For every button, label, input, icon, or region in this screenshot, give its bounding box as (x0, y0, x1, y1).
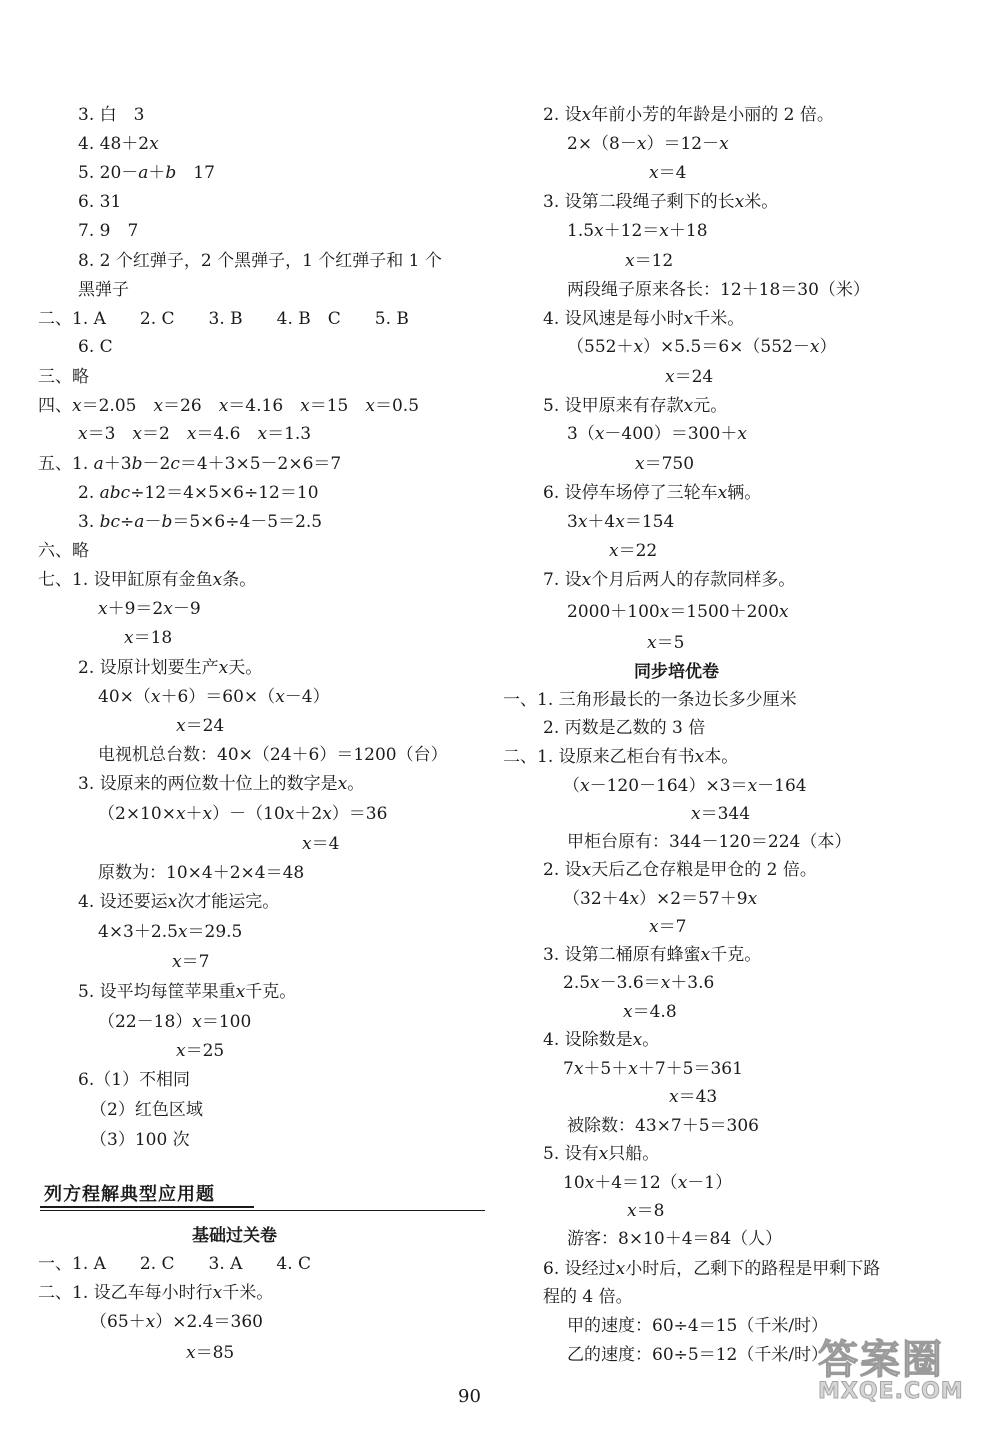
left-line: x＝85 (186, 1343, 235, 1363)
left-line: x＋9＝2x－9 (98, 599, 201, 619)
right-line: （552＋x）×5.5＝6×（552－x） (567, 337, 837, 357)
right-line: 10x＋4＝12（x－1） (563, 1173, 733, 1193)
right-line: 2000＋100x＝1500＋200x (567, 602, 789, 622)
watermark-logo (818, 1328, 993, 1428)
right-line: 7. 设x个月后两人的存款同样多。 (543, 570, 796, 590)
left-line: x＝4 (302, 834, 340, 854)
right-line: 3x＋4x＝154 (567, 512, 675, 532)
left-line: 六、略 (38, 541, 89, 561)
left-line: x＝18 (124, 628, 173, 648)
right-line: 5. 设甲原来有存款x元。 (543, 396, 728, 416)
right-line: x＝344 (691, 804, 751, 824)
right-line: x＝8 (627, 1201, 665, 1221)
right-line: x＝750 (635, 454, 695, 474)
watermark-main-text: 答案圈 (818, 1337, 944, 1383)
right-line: 两段绳子原来各长：12＋18＝30（米） (567, 280, 870, 300)
left-line: x＝3 x＝2 x＝4.6 x＝1.3 (78, 424, 312, 444)
right-line: 甲的速度：60÷4＝15（千米/时） (567, 1316, 829, 1336)
left-line: 三、略 (38, 367, 89, 387)
left-line: 一、1. A 2. C 3. A 4. C (38, 1254, 312, 1274)
right-line: x＝7 (649, 917, 687, 937)
left-line: 3. bc÷a－b＝5×6÷4－5＝2.5 (78, 512, 323, 532)
right-line: x＝43 (669, 1087, 718, 1107)
left-line: 5. 20－a＋b 17 (78, 163, 215, 183)
right-line: x＝12 (625, 251, 674, 271)
left-line: 4. 48＋2x (78, 134, 159, 154)
left-line: （2×10×x＋x）－（10x＋2x）＝36 (98, 804, 388, 824)
right-line: 6. 设停车场停了三轮车x辆。 (543, 483, 762, 503)
left-line: 黑弹子 (78, 280, 129, 300)
right-line: 5. 设有x只船。 (543, 1144, 660, 1164)
right-line: 3. 设第二桶原有蜂蜜x千克。 (543, 945, 762, 965)
right-heading: 同步培优卷 (634, 662, 719, 682)
left-line: 3. 白 3 (78, 105, 145, 125)
right-line: （32＋4x）×2＝57＋9x (563, 889, 758, 909)
right-line: 4. 设风速是每小时x千米。 (543, 309, 745, 329)
left-line: 5. 设平均每筐苹果重x千克。 (78, 982, 297, 1002)
right-line: x＝22 (609, 541, 658, 561)
left-line: x＝24 (176, 716, 225, 736)
left-heading: 基础过关卷 (192, 1226, 277, 1246)
right-line: 2×（8－x）＝12－x (567, 134, 729, 154)
left-line: 二、1. 设乙车每小时行x千米。 (38, 1283, 274, 1303)
right-line: 2. 设x年前小芳的年龄是小丽的 2 倍。 (543, 105, 834, 125)
watermark-url-text: MXQE.COM (818, 1379, 964, 1404)
left-line: 2. abc÷12＝4×5×6÷12＝10 (78, 483, 319, 503)
left-line: 二、1. A 2. C 3. B 4. B C 5. B (38, 309, 409, 329)
right-line: 甲柜台原有：344－120＝224（本） (567, 832, 852, 852)
right-line: 2. 丙数是乙数的 3 倍 (543, 718, 706, 738)
left-line: x＝7 (172, 952, 210, 972)
left-line: 6.（1）不相同 (78, 1070, 191, 1090)
right-line: 3（x－400）＝300＋x (567, 424, 747, 444)
right-line: x＝5 (647, 633, 685, 653)
right-line: 7x＋5＋x＋7＋5＝361 (563, 1059, 743, 1079)
left-line: 3. 设原来的两位数十位上的数字是x。 (78, 774, 365, 794)
left-line: 五、1. a＋3b－2c＝4＋3×5－2×6＝7 (38, 454, 342, 474)
right-line: x＝4.8 (623, 1002, 677, 1022)
left-line: （3）100 次 (90, 1130, 190, 1150)
right-line: 3. 设第二段绳子剩下的长x米。 (543, 192, 779, 212)
left-line: 4×3＋2.5x＝29.5 (98, 922, 243, 942)
right-line: 乙的速度：60÷5＝12（千米/时） (567, 1345, 829, 1365)
right-line: 二、1. 设原来乙柜台有书x本。 (503, 747, 739, 767)
right-line: 游客：8×10＋4＝84（人） (567, 1229, 783, 1249)
right-line: 1.5x＋12＝x＋18 (567, 221, 708, 241)
right-line: 一、1. 三角形最长的一条边长多少厘米 (503, 690, 797, 710)
right-line: 2.5x－3.6＝x＋3.6 (563, 973, 715, 993)
left-line: x＝25 (176, 1041, 225, 1061)
right-line: （x－120－164）×3＝x－164 (563, 776, 807, 796)
section-divider-line (40, 1210, 485, 1211)
left-line: 四、x＝2.05 x＝26 x＝4.16 x＝15 x＝0.5 (38, 396, 420, 416)
left-line: 6. 31 (78, 192, 122, 212)
right-line: 2. 设x天后乙仓存粮是甲仓的 2 倍。 (543, 860, 817, 880)
page-number: 90 (458, 1386, 481, 1407)
left-line: 电视机总台数：40×（24＋6）＝1200（台） (98, 745, 448, 765)
right-line: 6. 设经过x小时后，乙剩下的路程是甲剩下路 (543, 1259, 881, 1279)
left-line: （2）红色区域 (90, 1100, 203, 1120)
left-line: 8. 2 个红弹子，2 个黑弹子，1 个红弹子和 1 个 (78, 251, 442, 271)
right-line: x＝4 (649, 163, 687, 183)
section-title-underline (40, 1206, 254, 1208)
right-line: 程的 4 倍。 (543, 1287, 633, 1307)
left-line: 七、1. 设甲缸原有金鱼x条。 (38, 570, 257, 590)
left-line: 4. 设还要运x次才能运完。 (78, 892, 280, 912)
right-line: 被除数：43×7＋5＝306 (567, 1116, 759, 1136)
left-line: 40×（x＋6）＝60×（x－4） (98, 687, 330, 707)
left-line: （22－18）x＝100 (98, 1012, 252, 1032)
left-line: 6. C (78, 337, 113, 357)
left-line: 原数为：10×4＋2×4＝48 (98, 863, 305, 883)
left-line: 7. 9 7 (78, 221, 139, 241)
left-line: 2. 设原计划要生产x天。 (78, 658, 263, 678)
right-line: x＝24 (665, 367, 714, 387)
left-line: （65＋x）×2.4＝360 (90, 1312, 263, 1332)
section-title: 列方程解典型应用题 (44, 1184, 215, 1205)
right-line: 4. 设除数是x。 (543, 1030, 660, 1050)
